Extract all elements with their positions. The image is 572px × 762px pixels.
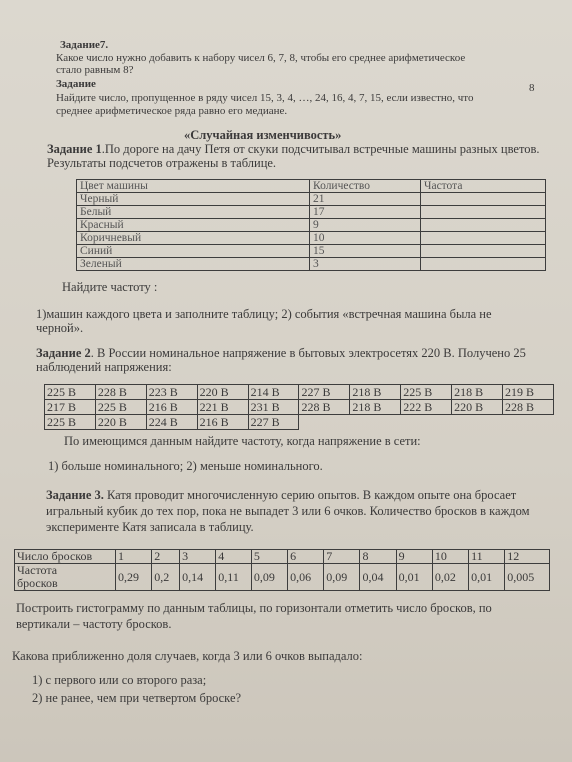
voltage-cell: 228 В xyxy=(95,385,146,400)
table-row xyxy=(77,193,546,206)
task3-line2: игральный кубик до тех пор, пока не выпадет 3 или 6 очков. Количество бросков в каждом xyxy=(46,504,530,518)
task3-line3: эксперименте Катя записала в таблицу. xyxy=(46,520,254,534)
task1-question-line2: черной». xyxy=(36,321,84,335)
task1-question-line1: 1)машин каждого цвета и заполните таблицу; 2) события «встречная машина была не xyxy=(36,307,492,321)
empty-cell xyxy=(503,415,554,430)
table-header-row xyxy=(77,180,546,193)
frequency-cell[interactable] xyxy=(421,219,546,232)
table-row xyxy=(77,245,546,258)
throws-table xyxy=(14,549,550,591)
voltage-cell: 216 В xyxy=(146,400,197,415)
freq-cell: 0,04 xyxy=(360,564,396,591)
task8-number: 8 xyxy=(529,82,535,94)
voltage-cell: 223 В xyxy=(146,385,197,400)
frequency-cell[interactable] xyxy=(421,245,546,258)
throws-cell: 8 xyxy=(360,550,396,564)
frequency-cell[interactable] xyxy=(421,258,546,271)
frequency-label-a: Частота xyxy=(17,563,58,577)
frequency-cell[interactable] xyxy=(421,193,546,206)
voltage-table xyxy=(44,384,554,430)
throws-cell: 11 xyxy=(469,550,505,564)
empty-cell xyxy=(452,415,503,430)
color-cell: Черный xyxy=(77,193,310,206)
table-row xyxy=(77,219,546,232)
voltage-cell: 222 В xyxy=(401,400,452,415)
voltage-cell: 218 В xyxy=(350,400,401,415)
voltage-cell: 219 В xyxy=(503,385,554,400)
task8-title: Задание xyxy=(56,78,96,90)
table-row xyxy=(45,385,554,400)
task7-title: Задание7. xyxy=(60,39,109,51)
task1-line2: Результаты подсчетов отражены в таблице. xyxy=(47,156,277,170)
voltage-cell: 224 В xyxy=(146,415,197,430)
empty-cell xyxy=(299,415,350,430)
voltage-cell: 225 В xyxy=(45,385,96,400)
frequency-cell[interactable] xyxy=(421,232,546,245)
task3-question: Какова приближенно доля случаев, когда 3 или 6 очков выпадало: xyxy=(12,649,363,663)
throws-cell: 1 xyxy=(116,550,152,564)
voltage-cell: 217 В xyxy=(45,400,96,415)
count-cell: 17 xyxy=(310,206,421,219)
voltage-cell: 227 В xyxy=(299,385,350,400)
voltage-cell: 231 В xyxy=(248,400,299,415)
task2-text: . В России номинальное напряжение в бытовых электросетях 220 В. Получено 25 xyxy=(90,346,526,360)
table-row xyxy=(77,258,546,271)
count-cell: 21 xyxy=(310,193,421,206)
color-cell: Коричневый xyxy=(77,232,310,245)
task8-line1: Найдите число, пропущенное в ряду чисел 15, 3, 4, …, 24, 16, 4, 7, 15, если известно, что xyxy=(56,92,474,104)
empty-cell xyxy=(350,415,401,430)
task7-line2: стало равным 8? xyxy=(56,64,134,76)
voltage-cell: 218 В xyxy=(452,385,503,400)
count-cell: 9 xyxy=(310,219,421,232)
header-count: Количество xyxy=(310,180,421,193)
task3-after-line1: Построить гистограмму по данным таблицы, по горизонтали отметить число бросков, по xyxy=(16,601,492,615)
task7-line1: Какое число нужно добавить к набору чисел 6, 7, 8, чтобы его среднее арифметическое xyxy=(56,52,466,64)
voltage-cell: 228 В xyxy=(503,400,554,415)
task3-title: Задание 3. xyxy=(46,488,104,502)
color-cell: Белый xyxy=(77,206,310,219)
task2-items: 1) больше номинального; 2) меньше номинального. xyxy=(48,459,323,473)
task1-title: Задание 1 xyxy=(47,142,102,156)
color-cell: Синий xyxy=(77,245,310,258)
freq-cell: 0,09 xyxy=(251,564,287,591)
count-cell: 10 xyxy=(310,232,421,245)
section-title: «Случайная изменчивость» xyxy=(184,128,342,142)
table-row xyxy=(45,400,554,415)
freq-cell: 0,06 xyxy=(288,564,324,591)
throws-cell: 2 xyxy=(152,550,180,564)
task3-q2: 2) не ранее, чем при четвертом броске? xyxy=(32,691,242,705)
freq-cell: 0,2 xyxy=(152,564,180,591)
throws-cell: 4 xyxy=(216,550,252,564)
throws-cell: 10 xyxy=(432,550,468,564)
color-cell: Зеленый xyxy=(77,258,310,271)
voltage-cell: 216 В xyxy=(197,415,248,430)
header-color: Цвет машины xyxy=(77,180,310,193)
voltage-cell: 214 В xyxy=(248,385,299,400)
frequency-label xyxy=(15,564,116,591)
task2-line1 xyxy=(36,346,526,361)
freq-cell: 0,14 xyxy=(180,564,216,591)
voltage-cell: 220 В xyxy=(452,400,503,415)
task3-text: Катя проводит многочисленную серию опытов. В каждом опыте она бросает xyxy=(103,488,517,502)
frequency-cell[interactable] xyxy=(421,206,546,219)
task2-title: Задание 2 xyxy=(36,346,91,360)
voltage-cell: 221 В xyxy=(197,400,248,415)
task3-q1: 1) с первого или со второго раза; xyxy=(32,673,207,687)
voltage-cell: 227 В xyxy=(248,415,299,430)
task2-line2: наблюдений напряжения: xyxy=(36,360,172,374)
freq-cell: 0,01 xyxy=(396,564,432,591)
voltage-cell: 228 В xyxy=(299,400,350,415)
throws-cell: 3 xyxy=(180,550,216,564)
table-row xyxy=(15,550,550,564)
freq-cell: 0,09 xyxy=(324,564,360,591)
throws-cell: 12 xyxy=(505,550,550,564)
voltage-cell: 218 В xyxy=(350,385,401,400)
throws-cell: 6 xyxy=(288,550,324,564)
freq-cell: 0,29 xyxy=(116,564,152,591)
voltage-cell: 225 В xyxy=(95,400,146,415)
task8-line2: среднее арифметическое ряда равно его медиане. xyxy=(56,105,288,117)
voltage-cell: 225 В xyxy=(401,385,452,400)
throws-cell: 5 xyxy=(251,550,287,564)
freq-cell: 0,01 xyxy=(469,564,505,591)
color-cell: Красный xyxy=(77,219,310,232)
voltage-cell: 220 В xyxy=(95,415,146,430)
car-color-table xyxy=(76,179,546,271)
table-row xyxy=(45,415,554,430)
task1-after: Найдите частоту : xyxy=(62,280,158,294)
table-row xyxy=(77,206,546,219)
task1-text: .По дороге на дачу Петя от скуки подсчитывал встречные машины разных цветов. xyxy=(101,142,540,156)
freq-cell: 0,005 xyxy=(505,564,550,591)
empty-cell xyxy=(401,415,452,430)
count-cell: 15 xyxy=(310,245,421,258)
task1-line1 xyxy=(47,142,540,157)
freq-cell: 0,02 xyxy=(432,564,468,591)
throws-cell: 7 xyxy=(324,550,360,564)
task2-after: По имеющимся данным найдите частоту, когда напряжение в сети: xyxy=(64,434,421,448)
voltage-cell: 225 В xyxy=(45,415,96,430)
header-frequency: Частота xyxy=(421,180,546,193)
voltage-cell: 220 В xyxy=(197,385,248,400)
task3-after-line2: вертикали – частоту бросков. xyxy=(16,617,172,631)
table-row xyxy=(15,564,550,591)
table-row xyxy=(77,232,546,245)
task3-line1 xyxy=(46,488,516,503)
frequency-label-b: бросков xyxy=(17,576,58,590)
count-cell: 3 xyxy=(310,258,421,271)
throws-cell: 9 xyxy=(396,550,432,564)
throws-label: Число бросков xyxy=(15,550,116,564)
freq-cell: 0,11 xyxy=(216,564,252,591)
